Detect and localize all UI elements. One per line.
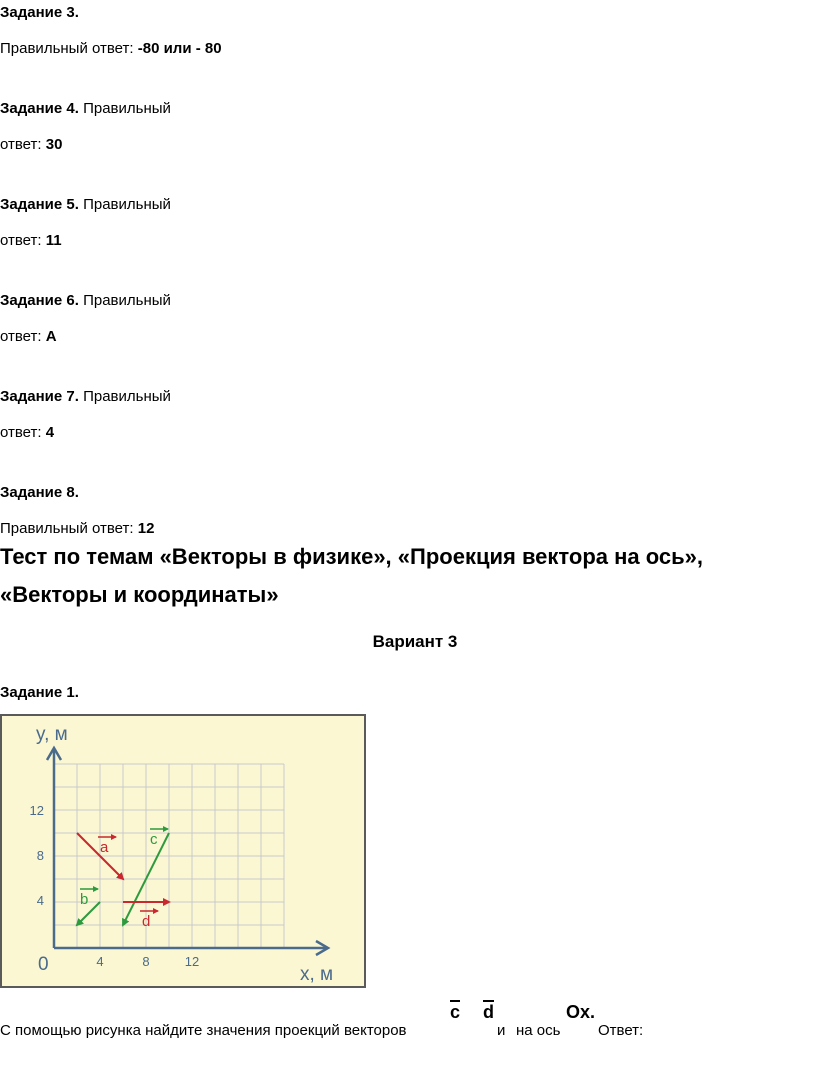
task-3-answer <box>0 40 222 57</box>
label-b-text: b <box>80 891 89 908</box>
task-7-heading <box>0 388 171 405</box>
vector-c-symbol: c <box>450 1002 461 1022</box>
answer-value: 30 <box>45 136 63 153</box>
task-3-heading: Задание 3. <box>0 4 79 21</box>
answer-label: Правильный ответ: <box>0 40 134 57</box>
answer-value: А <box>45 328 57 345</box>
question-text: С помощью рисунка найдите значения проекций векторов <box>0 1022 407 1039</box>
answer-label: ответ: <box>0 424 42 441</box>
task-title: Задание 5. <box>0 196 79 213</box>
answer-value: 11 <box>45 232 62 249</box>
x-tick-8: 8 <box>142 954 150 969</box>
vector-grid-figure <box>0 714 368 990</box>
figure-frame <box>1 715 365 987</box>
y-tick-8: 8 <box>36 848 44 863</box>
x-axis-label: x, м <box>300 964 334 985</box>
answer-label: Правильный ответ: <box>0 520 134 537</box>
task-4-heading <box>0 100 171 117</box>
answer-label: Ответ: <box>598 1022 644 1039</box>
answer-label: ответ: <box>0 232 42 249</box>
x-tick-4: 4 <box>96 954 104 969</box>
answer-label: Правильный <box>83 292 171 309</box>
axis-ox-symbol: Ox. <box>566 1002 596 1022</box>
question-axis-text: на ось <box>516 1022 561 1039</box>
task-title: Задание 4. <box>0 100 79 117</box>
question-and: и <box>497 1022 506 1039</box>
answer-label: ответ: <box>0 136 42 153</box>
task-8-heading: Задание 8. <box>0 484 79 501</box>
task-6-heading <box>0 292 171 309</box>
task-1-heading: Задание 1. <box>0 684 79 701</box>
label-d-text: d <box>142 913 151 930</box>
label-c-text: c <box>150 831 158 848</box>
test-title-line-1: Тест по темам «Векторы в физике», «Проекция вектора на ось», <box>0 544 704 569</box>
task-5-heading <box>0 196 171 213</box>
task-6-answer <box>0 328 57 345</box>
task-4-answer <box>0 136 62 153</box>
answer-value: -80 или - 80 <box>137 40 222 57</box>
answer-value: 12 <box>137 520 155 537</box>
variant-heading: Вариант 3 <box>372 632 458 651</box>
task-7-answer <box>0 424 54 441</box>
origin-label: 0 <box>38 954 49 975</box>
answer-label: Правильный <box>83 100 171 117</box>
answer-label: ответ: <box>0 328 42 345</box>
vector-d-symbol: d <box>483 1002 494 1022</box>
answer-label: Правильный <box>83 388 171 405</box>
y-tick-12: 12 <box>29 803 44 818</box>
y-axis-label: y, м <box>36 724 68 745</box>
y-tick-4: 4 <box>36 893 44 908</box>
x-tick-12: 12 <box>184 954 200 969</box>
task-8-answer <box>0 520 154 537</box>
task-title: Задание 7. <box>0 388 79 405</box>
test-title-line-2: «Векторы и координаты» <box>0 582 279 607</box>
label-a-text: a <box>100 839 109 856</box>
answer-value: 4 <box>45 424 55 441</box>
task-title: Задание 6. <box>0 292 79 309</box>
answer-label: Правильный <box>83 196 171 213</box>
task-5-answer <box>0 232 62 249</box>
